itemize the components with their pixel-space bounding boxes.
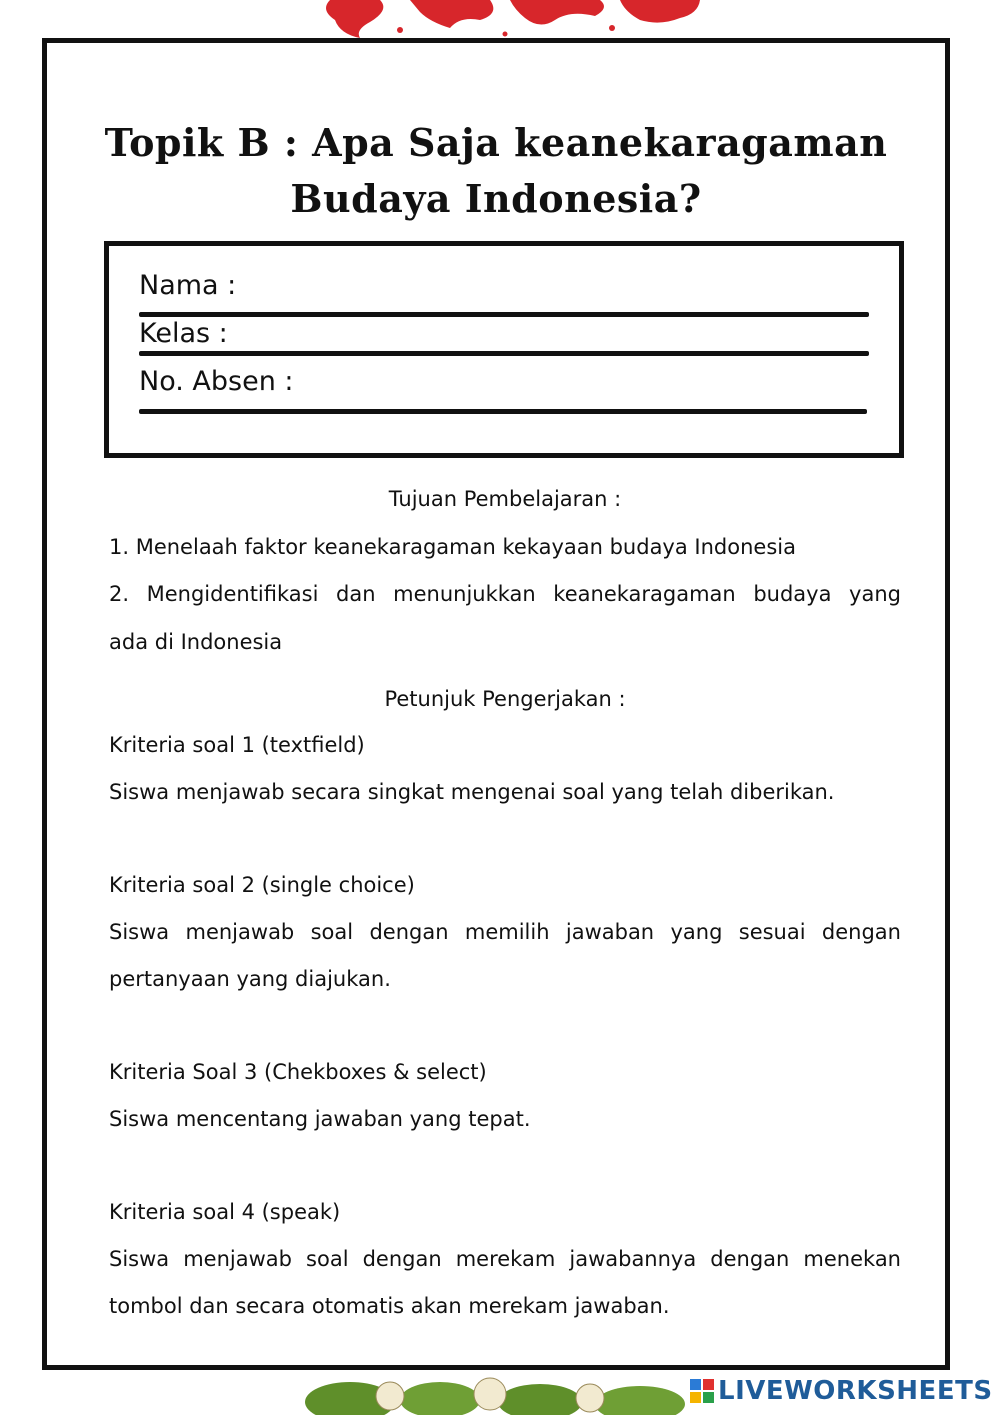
liveworksheets-logo-icon <box>690 1379 714 1403</box>
criteria-4-description-line-1: Siswa menjawab soal dengan merekam jawabannya dengan menekan <box>109 1247 901 1271</box>
indonesia-map-decoration <box>300 0 720 40</box>
student-identity-box <box>104 241 904 458</box>
criteria-1-title: Kriteria soal 1 (textfield) <box>109 733 365 757</box>
liveworksheets-logo-text: LIVEWORKSHEETS <box>718 1376 993 1406</box>
class-answer-line <box>139 351 869 356</box>
objective-item-2-line-2: ada di Indonesia <box>109 630 283 654</box>
objective-item-1: 1. Menelaah faktor keanekaragaman kekayaan budaya Indonesia <box>109 535 796 559</box>
title-line-1: Topik B : Apa Saja keanekaragaman <box>104 120 888 165</box>
criteria-2-description-line-2: pertanyaan yang diajukan. <box>109 967 391 991</box>
title-line-2: Budaya Indonesia? <box>290 176 702 221</box>
criteria-4-title: Kriteria soal 4 (speak) <box>109 1200 341 1224</box>
absen-label: No. Absen : <box>139 366 294 397</box>
criteria-3-description: Siswa mencentang jawaban yang tepat. <box>109 1107 531 1131</box>
criteria-1-description: Siswa menjawab secara singkat mengenai soal yang telah diberikan. <box>109 780 835 804</box>
worksheet-frame <box>42 38 950 1370</box>
absen-answer-line <box>139 409 867 414</box>
criteria-4-description-line-2: tombol dan secara otomatis akan merekam jawaban. <box>109 1294 670 1318</box>
objective-item-2-line-1: 2. Mengidentifikasi dan menunjukkan keanekaragaman budaya yang <box>109 582 901 606</box>
name-label: Nama : <box>139 270 237 301</box>
name-answer-line <box>139 312 869 317</box>
instructions-heading: Petunjuk Pengerjakan : <box>384 687 626 711</box>
page-title <box>47 115 945 227</box>
flower-decoration <box>290 1372 710 1415</box>
objectives-heading: Tujuan Pembelajaran : <box>388 487 622 511</box>
class-label: Kelas : <box>139 318 228 349</box>
criteria-2-title: Kriteria soal 2 (single choice) <box>109 873 415 897</box>
liveworksheets-logo <box>690 1376 993 1406</box>
criteria-3-title: Kriteria Soal 3 (Chekboxes & select) <box>109 1060 487 1084</box>
criteria-2-description-line-1: Siswa menjawab soal dengan memilih jawaban yang sesuai dengan <box>109 920 901 944</box>
